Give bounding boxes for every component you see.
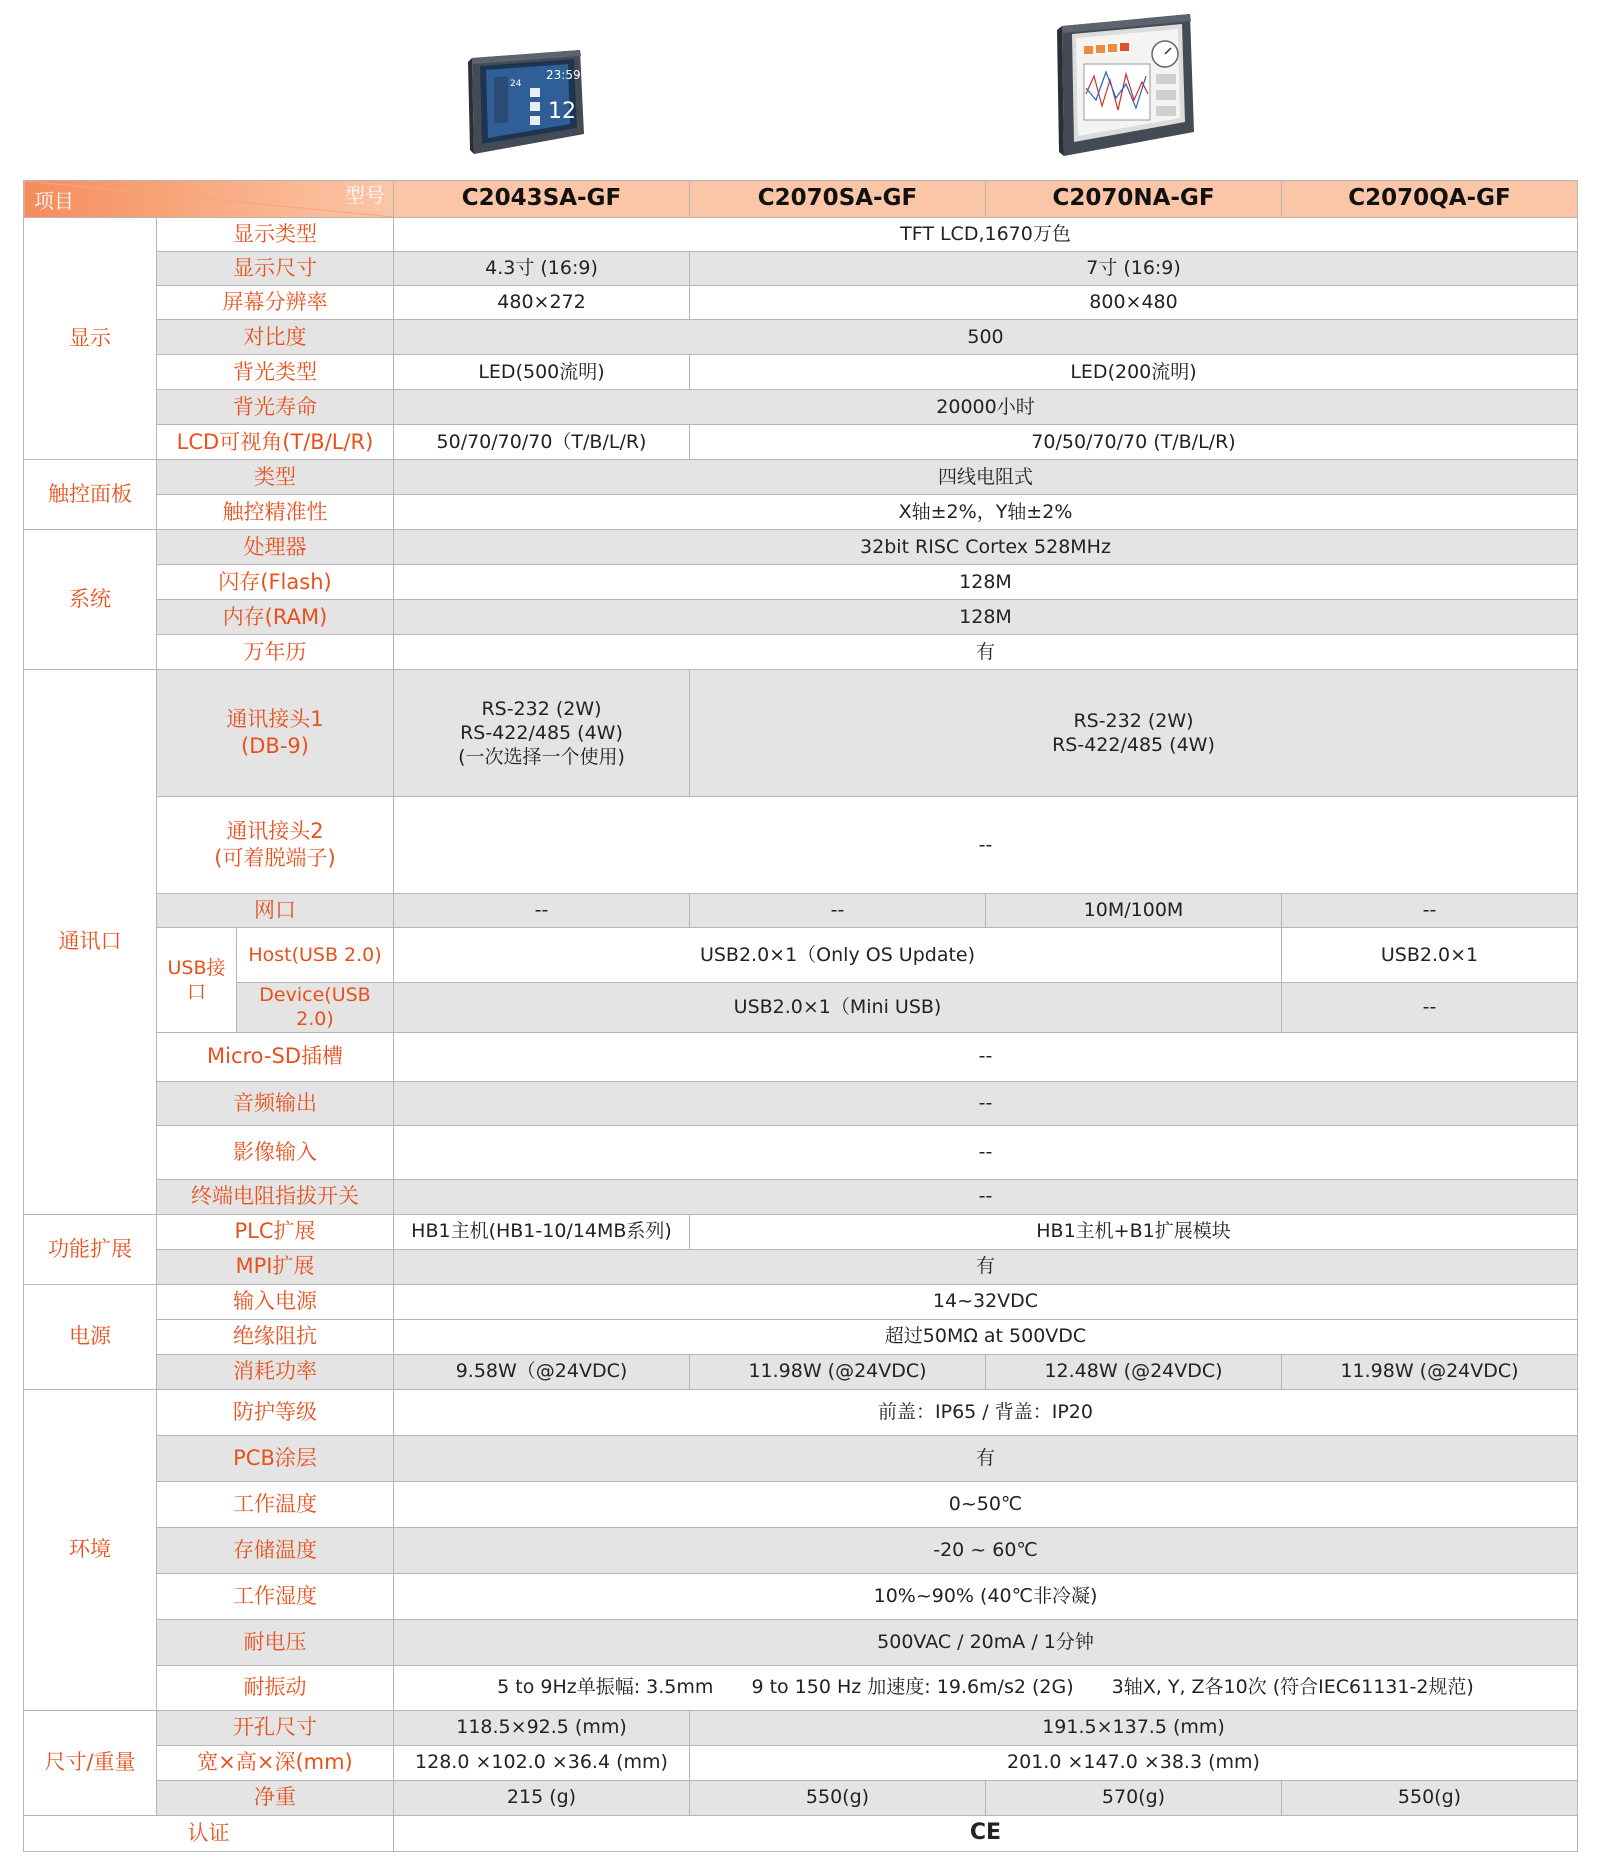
table-row — [24, 1815, 1578, 1851]
table-row — [24, 1032, 1578, 1081]
row-value: 570(g) — [986, 1780, 1282, 1815]
row-label: MPI扩展 — [157, 1249, 394, 1284]
row-label: 背光寿命 — [157, 390, 394, 425]
row-value: LED(200流明) — [690, 355, 1578, 390]
row-value: 500 — [394, 320, 1578, 355]
row-value: 32bit RISC Cortex 528MHz — [394, 530, 1578, 565]
header-row — [24, 181, 1578, 218]
menu-panel — [494, 76, 508, 123]
row-label: 存储温度 — [157, 1527, 394, 1573]
table-row — [24, 425, 1578, 460]
row-value: 11.98W (@24VDC) — [1282, 1354, 1578, 1389]
row-value: 128M — [394, 565, 1578, 600]
row-label: 开孔尺寸 — [157, 1710, 394, 1745]
row-value: -- — [394, 894, 690, 928]
row-value: 7寸 (16:9) — [690, 252, 1578, 286]
row-value: 10M/100M — [986, 894, 1282, 928]
row-label: 网口 — [157, 894, 394, 928]
row-label: 音频输出 — [157, 1081, 394, 1125]
model-header: C2043SA-GF — [394, 181, 690, 218]
screen-day: 24 — [510, 79, 522, 89]
row-value: 550(g) — [690, 1780, 986, 1815]
category-size: 尺寸/重量 — [24, 1710, 157, 1815]
row-value: 有 — [394, 635, 1578, 670]
hmi-7-inch-image — [1054, 10, 1198, 158]
row-value: USB2.0×1（Only OS Update) — [394, 928, 1282, 983]
row-value: 500VAC / 20mA / 1分钟 — [394, 1619, 1578, 1665]
model-header: C2070SA-GF — [690, 181, 986, 218]
row-label-line: (DB-9) — [241, 734, 309, 758]
row-label: 闪存(Flash) — [157, 565, 394, 600]
row-value: 70/50/70/70 (T/B/L/R) — [690, 425, 1578, 460]
row-value — [394, 1665, 1578, 1710]
row-value: USB2.0×1 — [1282, 928, 1578, 983]
header-model-label: 型号 — [345, 183, 385, 207]
vibration-part: 3轴X, Y, Z各10次 (符合IEC61131-2规范) — [1111, 1676, 1474, 1699]
row-value: 550(g) — [1282, 1780, 1578, 1815]
row-value: 191.5×137.5 (mm) — [690, 1710, 1578, 1745]
row-value: 128.0 ×102.0 ×36.4 (mm) — [394, 1745, 690, 1780]
row-label-line: 通讯接头1 — [226, 707, 324, 732]
row-value: -- — [394, 797, 1578, 894]
row-label-line: (可着脱端子) — [214, 846, 336, 870]
row-label: 工作温度 — [157, 1481, 394, 1527]
table-row — [24, 390, 1578, 425]
row-label: 耐电压 — [157, 1619, 394, 1665]
row-value: CE — [394, 1815, 1578, 1851]
table-row — [24, 1710, 1578, 1745]
hmi-4-3-inch-image — [464, 48, 586, 156]
table-row — [24, 565, 1578, 600]
table-row — [24, 670, 1578, 797]
category-func: 功能扩展 — [24, 1214, 157, 1284]
table-row — [24, 252, 1578, 286]
indicator-2 — [1096, 45, 1105, 53]
row-label: 输入电源 — [157, 1284, 394, 1319]
row-value: -- — [394, 1179, 1578, 1214]
indicator-3 — [1108, 44, 1117, 52]
row-label: 显示类型 — [157, 218, 394, 252]
table-row — [24, 355, 1578, 390]
row-label: Micro-SD插槽 — [157, 1032, 394, 1081]
table-row — [24, 1284, 1578, 1319]
table-row — [24, 1249, 1578, 1284]
row-label: PLC扩展 — [157, 1214, 394, 1249]
row-label: 触控精准性 — [157, 495, 394, 530]
table-row — [24, 983, 1578, 1033]
widget-2 — [530, 102, 540, 111]
table-row — [24, 218, 1578, 252]
row-label: 绝缘阻抗 — [157, 1319, 394, 1354]
vibration-part: 5 to 9Hz单振幅: 3.5mm — [497, 1676, 714, 1699]
category-power: 电源 — [24, 1284, 157, 1389]
row-value: 14~32VDC — [394, 1284, 1578, 1319]
row-value: -20 ~ 60℃ — [394, 1527, 1578, 1573]
value-line: RS-232 (2W) — [481, 697, 602, 720]
row-value: 10%~90% (40℃非冷凝) — [394, 1573, 1578, 1619]
row-label: LCD可视角(T/B/L/R) — [157, 425, 394, 460]
value-line: RS-422/485 (4W) — [460, 721, 623, 744]
row-value: 215 (g) — [394, 1780, 690, 1815]
row-value: X轴±2%，Y轴±2% — [394, 495, 1578, 530]
category-touch: 触控面板 — [24, 460, 157, 530]
row-label — [157, 670, 394, 797]
row-value: -- — [394, 1125, 1578, 1179]
table-row — [24, 1780, 1578, 1815]
row-value — [394, 670, 690, 797]
header-item-label: 项目 — [34, 189, 74, 214]
hmi-small-device — [464, 48, 586, 156]
table-row — [24, 600, 1578, 635]
row-value: 128M — [394, 600, 1578, 635]
row-label: 宽×高×深(mm) — [157, 1745, 394, 1780]
row-label — [157, 797, 394, 894]
row-label: 内存(RAM) — [157, 600, 394, 635]
row-label: 显示尺寸 — [157, 252, 394, 286]
category-system: 系统 — [24, 530, 157, 670]
row-label: 终端电阻指拔开关 — [157, 1179, 394, 1214]
row-value: 480×272 — [394, 286, 690, 320]
row-value: 有 — [394, 1435, 1578, 1481]
row-label: 工作湿度 — [157, 1573, 394, 1619]
category-display: 显示 — [24, 218, 157, 460]
category-cert: 认证 — [24, 1815, 394, 1851]
usb-host-label: Host(USB 2.0) — [237, 928, 394, 983]
row-value: 20000小时 — [394, 390, 1578, 425]
row-label: 防护等级 — [157, 1389, 394, 1435]
row-value: 4.3寸 (16:9) — [394, 252, 690, 286]
row-value: 0~50℃ — [394, 1481, 1578, 1527]
row-label: 对比度 — [157, 320, 394, 355]
table-row — [24, 495, 1578, 530]
table-row — [24, 1481, 1578, 1527]
row-value: 9.58W（@24VDC) — [394, 1354, 690, 1389]
value-line: RS-232 (2W) — [1073, 709, 1194, 732]
usb-device-label: Device(USB 2.0) — [237, 983, 394, 1033]
table-row — [24, 1125, 1578, 1179]
table-row — [24, 286, 1578, 320]
value-line: (一次选择一个使用) — [458, 746, 625, 769]
table-row — [24, 1319, 1578, 1354]
row-value: USB2.0×1（Mini USB) — [394, 983, 1282, 1033]
corner-diagonal — [24, 181, 394, 217]
widget-1 — [530, 88, 540, 97]
row-value — [690, 670, 1578, 797]
header-corner-cell — [24, 181, 394, 218]
model-header: C2070QA-GF — [1282, 181, 1578, 218]
row-label: 耐振动 — [157, 1665, 394, 1710]
table-row — [24, 530, 1578, 565]
table-row — [24, 1619, 1578, 1665]
row-label: 屏幕分辨率 — [157, 286, 394, 320]
table-row — [24, 1435, 1578, 1481]
table-row — [24, 928, 1578, 983]
hmi-large-device — [1054, 10, 1198, 158]
table-row — [24, 797, 1578, 894]
row-value: 11.98W (@24VDC) — [690, 1354, 986, 1389]
row-value: 800×480 — [690, 286, 1578, 320]
table-row — [24, 1354, 1578, 1389]
table-row — [24, 1214, 1578, 1249]
row-value: 超过50MΩ at 500VDC — [394, 1319, 1578, 1354]
row-value: 118.5×92.5 (mm) — [394, 1710, 690, 1745]
row-label: 类型 — [157, 460, 394, 495]
row-value: 有 — [394, 1249, 1578, 1284]
row-value: -- — [690, 894, 986, 928]
table-row — [24, 1389, 1578, 1435]
row-value: -- — [394, 1032, 1578, 1081]
row-value: LED(500流明) — [394, 355, 690, 390]
row-value: 前盖：IP65 / 背盖：IP20 — [394, 1389, 1578, 1435]
table-row — [24, 894, 1578, 928]
usb-label: USB接口 — [157, 928, 237, 1033]
screen-big-number: 12 — [548, 99, 576, 124]
model-header: C2070NA-GF — [986, 181, 1282, 218]
indicator-4 — [1120, 43, 1129, 51]
row-label-line: 通讯接头2 — [226, 819, 324, 844]
spec-table — [23, 180, 1578, 1852]
product-images — [0, 0, 1600, 180]
row-label: 背光类型 — [157, 355, 394, 390]
indicator-1 — [1084, 46, 1093, 54]
table-row — [24, 1573, 1578, 1619]
row-value: 201.0 ×147.0 ×38.3 (mm) — [690, 1745, 1578, 1780]
row-value: 12.48W (@24VDC) — [986, 1354, 1282, 1389]
table-row — [24, 1081, 1578, 1125]
value-line: RS-422/485 (4W) — [1052, 734, 1215, 756]
row-label: PCB涂层 — [157, 1435, 394, 1481]
row-label: 影像输入 — [157, 1125, 394, 1179]
table-row — [24, 460, 1578, 495]
row-value: -- — [394, 1081, 1578, 1125]
row-value: -- — [1282, 894, 1578, 928]
category-comm: 通讯口 — [24, 670, 157, 1215]
row-value: 50/70/70/70（T/B/L/R) — [394, 425, 690, 460]
table-row — [24, 320, 1578, 355]
table-row — [24, 1745, 1578, 1780]
row-value: 四线电阻式 — [394, 460, 1578, 495]
row-value: HB1主机(HB1-10/14MB系列) — [394, 1214, 690, 1249]
row-label: 处理器 — [157, 530, 394, 565]
table-row — [24, 1665, 1578, 1710]
trend-chart — [1084, 64, 1150, 120]
table-row — [24, 1527, 1578, 1573]
table-row — [24, 635, 1578, 670]
row-value: HB1主机+B1扩展模块 — [690, 1214, 1578, 1249]
row-label: 万年历 — [157, 635, 394, 670]
row-value: -- — [1282, 983, 1578, 1033]
screen-time: 23:59 — [546, 68, 581, 82]
widget-3 — [530, 116, 540, 125]
table-row — [24, 1179, 1578, 1214]
vibration-part: 9 to 150 Hz 加速度: 19.6m/s2 (2G) — [751, 1676, 1074, 1699]
category-env: 环境 — [24, 1389, 157, 1710]
row-label: 消耗功率 — [157, 1354, 394, 1389]
row-value: TFT LCD,1670万色 — [394, 218, 1578, 252]
row-label: 净重 — [157, 1780, 394, 1815]
